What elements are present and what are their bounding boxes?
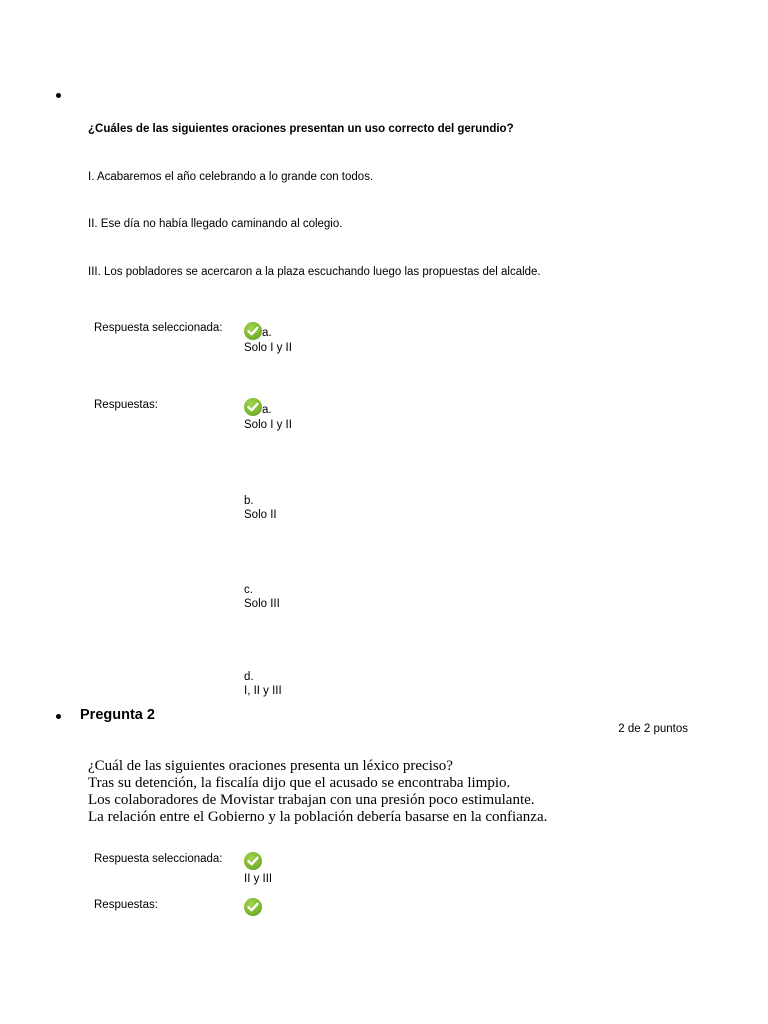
question-2-points: 2 de 2 puntos: [618, 723, 688, 735]
question-2-statement-1: Tras su detención, la fiscalía dijo que el acusado se encontraba limpio.: [88, 775, 511, 791]
option-c-text: Solo III: [244, 598, 280, 610]
question-1-statement-3: III. Los pobladores se acercaron a la plaza escuchando luego las propuestas del alcalde.: [88, 266, 541, 278]
question-1-text: ¿Cuáles de las siguientes oraciones presentan un uso correcto del gerundio?: [88, 123, 514, 135]
check-circle-icon: [244, 398, 262, 416]
option-b-letter: b.: [244, 495, 254, 507]
check-circle-icon: [244, 322, 262, 340]
list-bullet: [56, 93, 61, 98]
question-2-text: ¿Cuál de las siguientes oraciones presenta un léxico preciso?: [88, 758, 453, 774]
question-1-statement-1: I. Acabaremos el año celebrando a lo grande con todos.: [88, 171, 374, 183]
check-circle-icon: [244, 898, 262, 916]
selected-answer-label: Respuesta seleccionada:: [94, 322, 223, 334]
selected-answer-label: Respuesta seleccionada:: [94, 853, 223, 865]
selected-answer-text: Solo I y II: [244, 342, 292, 354]
check-circle-icon: [244, 852, 262, 870]
list-bullet: [56, 714, 61, 719]
answers-label: Respuestas:: [94, 399, 158, 411]
selected-answer-text: II y III: [244, 873, 273, 885]
option-d-letter: d.: [244, 671, 254, 683]
option-c-letter: c.: [244, 584, 253, 596]
question-2-statement-3: La relación entre el Gobierno y la población debería basarse en la confianza.: [88, 809, 548, 825]
option-a-letter: a.: [262, 404, 272, 416]
answers-label: Respuestas:: [94, 899, 158, 911]
option-d-text: I, II y III: [244, 685, 282, 697]
question-1-statement-2: II. Ese día no había llegado caminando al colegio.: [88, 218, 343, 230]
question-2-statement-2: Los colaboradores de Movistar trabajan con una presión poco estimulante.: [88, 792, 535, 808]
option-b-text: Solo II: [244, 509, 277, 521]
selected-answer-letter: a.: [262, 327, 272, 339]
option-a-text: Solo I y II: [244, 419, 292, 431]
question-2-heading: Pregunta 2: [80, 707, 155, 723]
